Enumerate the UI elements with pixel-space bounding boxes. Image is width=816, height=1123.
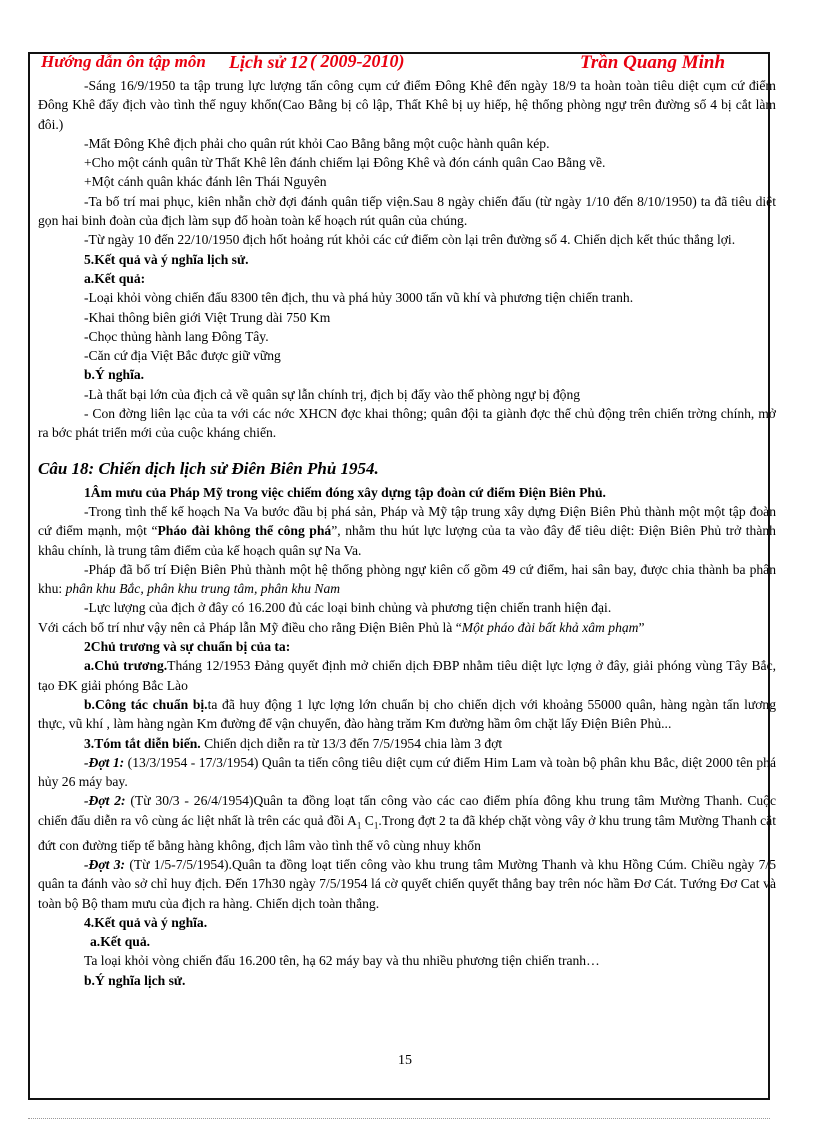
text: ”, nhằm thu hút lực lượng của ta vào đây để tiêu diệt: Điện Biên Phủ trở thành khâu chính, là trung tâm điểm của kế hoạch quân sự Na Va. [38, 523, 776, 558]
question-18-title: Câu 18: Chiến dịch lịch sử Điên Biên Phủ 1954. [38, 458, 379, 478]
heading-meaning: b.Ý nghĩa. [84, 367, 145, 383]
paragraph-branch-1: +Cho một cánh quân từ Thất Khê lên đánh chiếm lại Đông Khê và đón cánh quân Cao Bằng về. [84, 155, 606, 171]
phase-2 [38, 791, 776, 855]
text: (Từ 1/5-7/5/1954).Quân ta đồng loạt tiến công vào khu trung tâm Mường Thanh và khu Hồng Cúm. Chiều ngày 7/5 quân ta đánh vào sở chỉ huy địch. Đến 17h30 ngày 7/5/1954 lá cờ quyết chiến quyết thắng bay trên nóc hầm Đơ Cát. Tướng Đơ Cat và toàn bộ Bộ tham mưu của địch ra hàng. Chiến dịch toàn thắng. [38, 857, 776, 911]
paragraph-defense-system [38, 560, 776, 599]
paragraph-route-4: -Từ ngày 10 đến 22/10/1950 địch hốt hoảng rút khỏi các cứ điểm còn lại trên đường số 4. Chiến dịch kết thúc thắng lợi. [84, 232, 736, 248]
paragraph-impregnable [38, 618, 776, 637]
heading-result: a.Kết quả: [84, 270, 146, 286]
section-3-heading [38, 734, 776, 753]
subscript: 1 [373, 820, 379, 831]
header-author: Trần Quang Minh [580, 52, 726, 73]
phase-3-label: -Đợt 3: [84, 857, 126, 872]
result-item-4: -Căn cứ địa Việt Bắc được giữ vững [84, 348, 281, 364]
text: C [361, 812, 374, 828]
policy-label: a.Chủ trương. [84, 658, 168, 674]
heading-result-dbp: a.Kết quả. [90, 934, 151, 950]
text: (13/3/1954 - 17/3/1954) Quân ta tiến công tiêu diệt cụm cứ điểm Him Lam và toàn bộ phân khu Bắc, diệt 2000 tên phá hủy 26 máy bay. [38, 754, 776, 790]
fortress-quote: Pháo đài không thể công phá [157, 523, 332, 539]
phase-3 [38, 855, 776, 913]
paragraph-preparation [38, 695, 776, 734]
paragraph-branch-2: +Một cánh quân khác đánh lên Thái Nguyên [84, 174, 327, 190]
subzones-list: phân khu Bắc, phân khu trung tâm, phân khu Nam [65, 581, 341, 597]
text: -Trong tình thế kế hoạch Na Va bước đầu bị phá sản, Pháp và Mỹ tập trung xây dựng Điện Biên Phủ thành một một tập đoàn cứ điểm mạnh, một “ [38, 503, 776, 539]
page-number: 15 [398, 1053, 412, 1068]
phase-1-label: -Đợt 1: [84, 754, 125, 770]
paragraph-ambush: -Ta bố trí mai phục, kiên nhẫn chờ đợi đánh quân tiếp viện.Sau 8 ngày chiến đấu (từ ngày 1/10 đến 8/10/1950) ta đã tiêu diệt gọn hai binh đoàn của địch làm sụp đổ hoàn toàn kế hoạch rút quân của chúng. [38, 193, 776, 229]
paragraph-result-dbp: Ta loại khỏi vòng chiến đấu 16.200 tên, hạ 62 máy bay và thu nhiều phương tiện chiến tranh… [84, 953, 600, 969]
text: (Từ 30/3 - 26/4/1954)Quân ta đồng loạt tấn công vào các cao điểm phía đông khu trung tâm Mường Thanh. Cuộc chiến đấu diễn ra vô cùng ác liệt nhất là trên các quả đồi A [38, 793, 777, 828]
events-label: 3.Tóm tắt diễn biến. [84, 735, 201, 751]
text: Tháng 12/1953 Đảng quyết định mở chiến dịch ĐBP nhằm tiêu diệt lực lợng ở đây, giải phóng vùng Tây Bắc, tạo ĐK giải phóng Bắc Lào [38, 658, 776, 693]
result-item-1: -Loại khỏi vòng chiến đấu 8300 tên địch, thu và phá hủy 3000 tấn vũ khí và phương tiện chiến tranh. [84, 290, 634, 306]
section-4-heading: 4.Kết quả và ý nghĩa. [84, 914, 208, 930]
paragraph-navarre-plan [38, 502, 776, 560]
bottom-divider [28, 1118, 770, 1119]
preparation-label: b.Công tác chuẩn bị. [84, 696, 208, 712]
document-body [38, 76, 776, 990]
header-subject: Lịch sử 12 [229, 52, 308, 72]
paragraph-enemy-forces: -Lực lượng của địch ở đây có 16.200 đủ các loại binh chủng và phương tiện chiến tranh hiện đại. [84, 600, 612, 616]
subscript: 1 [356, 820, 362, 831]
heading-meaning-dbp: b.Ý nghĩa lịch sử. [84, 972, 186, 988]
result-item-2: -Khai thông biên giới Việt Trung dài 750 Km [84, 309, 331, 325]
text: ta đã huy động 1 lực lợng lớn chuẩn bị cho chiến dịch với khoảng 55000 quân, hàng ngàn tấn lương thực, vũ khí , làm hàng ngàn Km đường để vận chuyển, đào hàng trăm Km đường hầm ôm chặt lấy Điện Biên Phủ... [38, 696, 776, 732]
section-1-heading: 1Âm mưu của Pháp Mỹ trong việc chiếm đóng xây dựng tập đoàn cứ điểm Điện Biên Phủ. [84, 484, 606, 500]
section-2-heading: 2Chủ trương và sự chuẩn bị của ta: [84, 639, 291, 655]
text: Với cách bố trí như vậy nên cả Pháp lẫn Mỹ điều cho rằng Điện Biên Phủ là “ [38, 619, 462, 635]
impregnable-quote: Một pháo đài bất khả xâm phạm [461, 619, 639, 635]
result-item-3: -Chọc thủng hành lang Đông Tây. [84, 328, 269, 344]
header-year: ( 2009-2010) [310, 51, 405, 71]
text: ” [638, 619, 645, 635]
paragraph-dong-khe-attack: -Sáng 16/9/1950 ta tập trung lực lượng tấn công cụm cứ điểm Đông Khê đến ngày 18/9 ta hoàn toàn tiêu diệt cụm cứ điểm Đông Khê đẩy địch vào tình thế nguy khốn(Cao Bằng bị cô lập, Thất Khê bị uy hiếp, hệ thống phòng ngự trên đường số 4 bị cắt làm đôi.) [38, 78, 776, 132]
text: Chiến dịch diễn ra từ 13/3 đến 7/5/1954 chia làm 3 đợt [200, 735, 503, 751]
paragraph-policy [38, 656, 776, 695]
meaning-item-1: -Là thất bại lớn của địch cả về quân sự lẫn chính trị, địch bị đẩy vào thế phòng ngự bị động [84, 386, 581, 402]
phase-2-label: -Đợt 2: [84, 793, 126, 809]
text: -Pháp đã bố trí Điện Biên Phủ thành một hệ thống phòng ngự kiên cố gồm 49 cứ điểm, hai sân bay, được chia thành ba phân khu: [38, 561, 776, 597]
paragraph-enemy-withdrawal: -Mất Đông Khê địch phải cho quân rút khỏi Cao Bằng bằng một cuộc hành quân kép. [84, 135, 550, 151]
meaning-item-2: - Con đờng liên lạc của ta với các nớc XHCN đợc khai thông; quân đội ta giành đợc thế chủ động trên chiến trờng chính, mở ra bớc phát triển mới của cuộc kháng chiến. [38, 406, 776, 441]
header-guide-title: Hướng dẫn ôn tập môn [41, 52, 206, 71]
heading-result-meaning: 5.Kết quả và ý nghĩa lịch sử. [84, 251, 249, 267]
phase-1 [38, 753, 776, 792]
text: .Trong đợt 2 ta đã khép chặt vòng vây ở khu trung tâm Mường Thanh cắt đứt con đường tiếp tế bằng hàng không, địch lâm vào tình thế vô cùng nhuy khốn [38, 812, 776, 853]
